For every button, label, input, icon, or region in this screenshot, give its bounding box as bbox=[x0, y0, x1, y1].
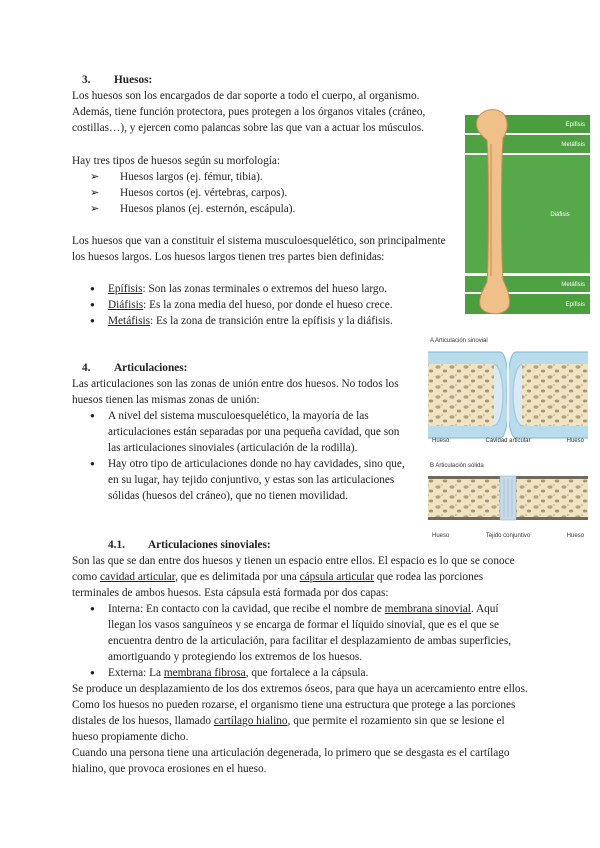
figure-a-label-cavity: Cavidad articular bbox=[485, 438, 531, 444]
label-diafisis: Diáfisis bbox=[550, 212, 570, 218]
figure-b-title: B Articulación sólida bbox=[430, 463, 484, 469]
list-item: ➢ Huesos planos (ej. esternón, escápula). bbox=[72, 201, 458, 217]
articulaciones-list bbox=[72, 408, 412, 504]
term-capsula-articular: cápsula articular bbox=[299, 571, 374, 583]
section-4-number: 4. bbox=[82, 362, 91, 374]
section-4-1-title: Articulaciones sinoviales: bbox=[148, 539, 271, 551]
sinoviales-paragraph-3: Cuando una persona tiene una articulación degenerada, lo primero que se desgasta es el cartílago hialino, que provoca erosiones en el hueso. bbox=[72, 747, 510, 775]
zone-diafisis bbox=[465, 155, 590, 273]
figure-a-label-bone: Hueso bbox=[566, 438, 584, 444]
section-4-1-number: 4.1. bbox=[108, 539, 125, 551]
bone-left bbox=[428, 476, 502, 520]
list-item: ● Diáfisis: Es la zona media del hueso, por donde el hueso crece. bbox=[72, 297, 462, 313]
section-3-number: 3. bbox=[82, 74, 91, 86]
term-membrana-sinovial: membrana sinovial bbox=[384, 603, 471, 615]
term-diafisis: Diáfisis bbox=[108, 299, 144, 311]
section-4-heading bbox=[82, 360, 187, 376]
label-metafisis: Metáfisis bbox=[561, 282, 585, 288]
sinoviales-paragraph-1: Son las que se dan entre dos huesos y tienen un espacio entre ellos. El espacio es lo que se conoce como cavidad articular, que es delimitada por una cápsula articular que rodea las porciones terminales de ambos huesos. Esta cápsula está formada por dos capas: bbox=[72, 555, 515, 599]
list-item: ➢ Huesos largos (ej. fémur, tibia). bbox=[72, 169, 458, 185]
section-3-title: Huesos: bbox=[114, 74, 153, 86]
joint-figure bbox=[420, 334, 595, 544]
figure-b-label-tissue: Tejido conjuntivo bbox=[485, 533, 531, 539]
list-item: ➢ Huesos cortos (ej. vértebras, carpos). bbox=[72, 185, 458, 201]
term-cartilago-hialino: cartílago hialino bbox=[213, 715, 288, 727]
label-epifisis: Epífisis bbox=[565, 122, 585, 128]
bone-types-intro: Hay tres tipos de huesos según su morfología: bbox=[72, 155, 281, 167]
label-metafisis: Metáfisis bbox=[561, 142, 585, 148]
long-bone-figure bbox=[465, 104, 590, 318]
bone-types-list bbox=[72, 169, 458, 217]
capsule-layers-list bbox=[72, 601, 528, 681]
list-item: ● Hay otro tipo de articulaciones donde no hay cavidades, sino que, en su lugar, hay tejido conjuntivo, y estas son las articulaciones sólidas (huesos del cráneo), que no tienen movilidad. bbox=[72, 456, 412, 504]
section-3-heading bbox=[82, 72, 152, 88]
bone-right bbox=[514, 476, 588, 520]
term-membrana-fibrosa: membrana fibrosa bbox=[163, 667, 246, 679]
articulaciones-intro: Las articulaciones son las zonas de unión entre dos huesos. No todos los huesos tienen las mismas zonas de unión: bbox=[72, 378, 399, 406]
figure-b-label-bone: Hueso bbox=[432, 533, 450, 539]
huesos-intro: Los huesos son los encargados de dar soporte a todo el cuerpo, al organismo. Además, tiene función protectora, pues protegen a los órganos vitales (cráneo, costillas…), y ejercen como palancas sobre las que van a actuar los músculos. bbox=[72, 90, 426, 134]
term-epifisis: Epífisis bbox=[108, 283, 143, 295]
term-metafisis: Metáfisis bbox=[108, 315, 151, 327]
term-cavidad-articular: cavidad articular bbox=[99, 571, 176, 583]
section-4-1-heading bbox=[108, 537, 271, 553]
list-item: ● Interna: En contacto con la cavidad, que recibe el nombre de membrana sinovial. Aquí llegan los vasos sanguíneos y se encarga de formar el líquido sinovial, que es el que se encuentra dentro de la articulación, para facilitar el desplazamiento de ambas superficies, amortiguando y protegiendo los extremos de los huesos. bbox=[72, 601, 528, 665]
figure-a-title: A Articulación sinovial bbox=[430, 338, 488, 344]
section-4-title: Articulaciones: bbox=[114, 362, 188, 374]
list-item: ● A nivel del sistema musculoesquelético, la mayoría de las articulaciones están separadas por una pequeña cavidad, que son las articulaciones sinoviales (articulación de la rodilla). bbox=[72, 408, 412, 456]
figure-a-label-bone: Hueso bbox=[432, 438, 450, 444]
bone-parts-list bbox=[72, 281, 462, 329]
list-item: ● Epífisis: Son las zonas terminales o extremos del hueso largo. bbox=[72, 281, 462, 297]
long-bones-intro: Los huesos que van a constituir el sistema musculoesquelético, son principalmente los huesos largos. Los huesos largos tienen tres partes bien definidas: bbox=[72, 235, 446, 263]
sinoviales-paragraph-2: Se produce un desplazamiento de los dos extremos óseos, para que haya un acercamiento entre ellos. Como los huesos no pueden rozarse, el organismo tiene una estructura que protege a las porciones distales de los huesos, llamado cartílago hialino, que permite el rozamiento sin que se lesione el hueso propiamente dicho. bbox=[72, 683, 528, 743]
figure-b-label-bone: Hueso bbox=[566, 533, 584, 539]
list-item: ● Metáfisis: Es la zona de transición entre la epífisis y la diáfisis. bbox=[72, 313, 462, 329]
list-item: ● Externa: La membrana fibrosa, que fortalece a la cápsula. bbox=[72, 665, 528, 681]
label-epifisis: Epífisis bbox=[565, 302, 585, 308]
